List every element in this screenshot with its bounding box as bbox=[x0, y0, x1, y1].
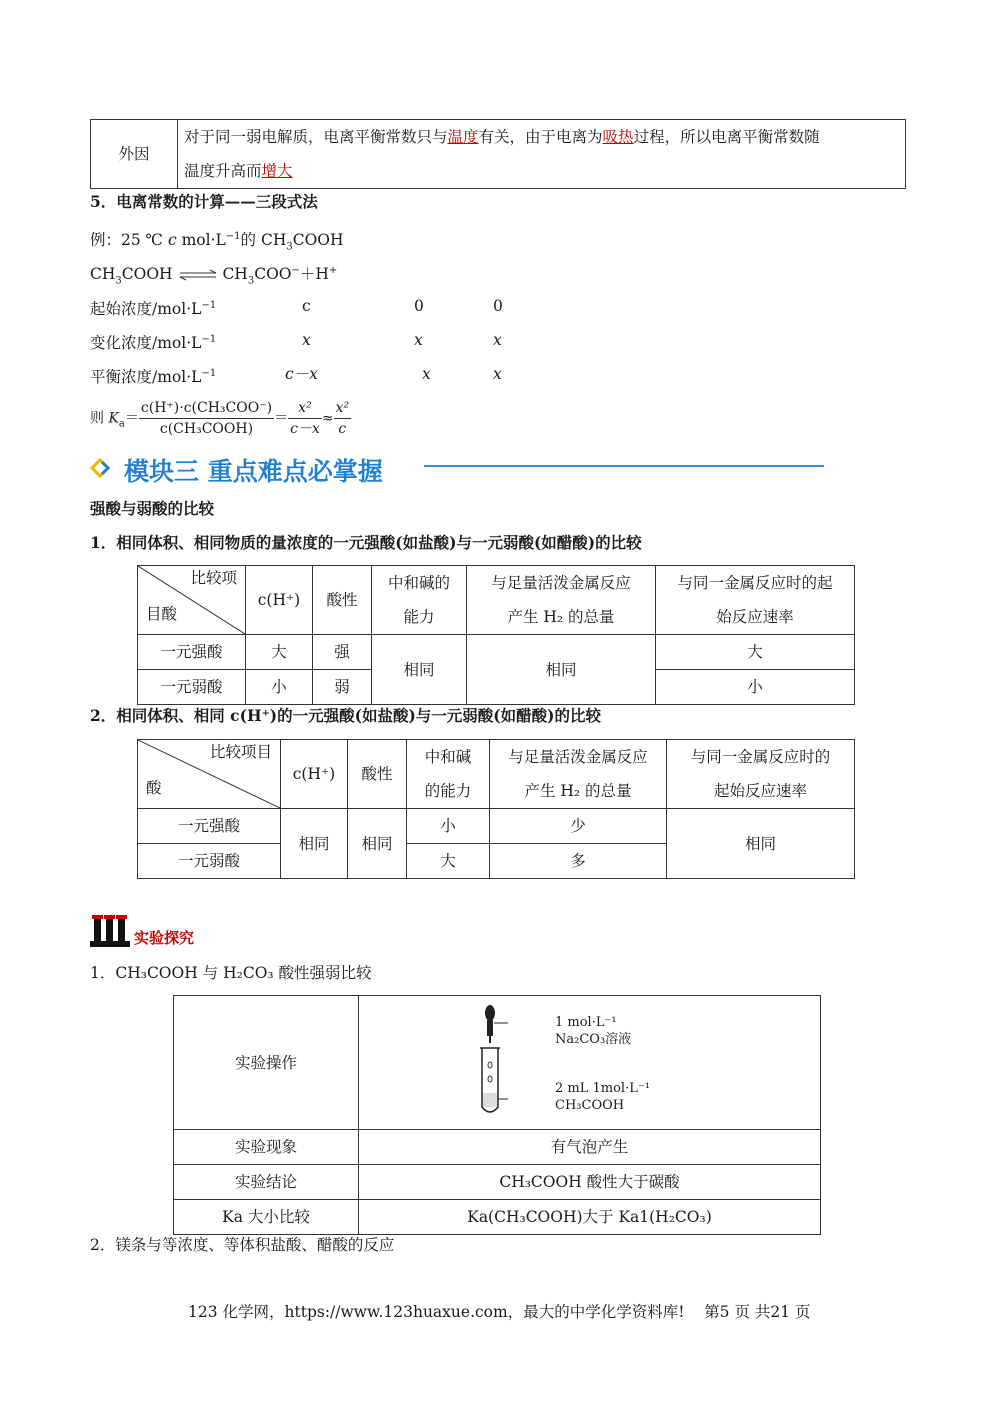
t1-row1-acid: 强 bbox=[313, 635, 372, 670]
factor-text-2: 有关，由于电离为 bbox=[478, 128, 603, 146]
t1-neut-same: 相同 bbox=[372, 635, 467, 705]
table1-title: 1．相同体积、相同物质的量浓度的一元强酸(如盐酸)与一元弱酸(如醋酸)的比较 bbox=[90, 533, 642, 552]
ka-k: K bbox=[108, 410, 119, 427]
t1-col-rate-2: 始反应速率 bbox=[716, 608, 794, 626]
operation-figure bbox=[359, 996, 821, 1130]
example-line: 例：25 ℃ c $mol\cdot L^{-1}$的 $CH_3COOH$ bbox=[90, 231, 344, 253]
t1-col-h2-1: 与足量活泼金属反应 bbox=[491, 574, 631, 592]
exp-item1-title: 1．CH₃COOH 与 H₂CO₃ 酸性强弱比较 bbox=[90, 964, 372, 982]
t2-acid-same: 相同 bbox=[348, 809, 407, 879]
t1-col-rate-1: 与同一金属反应时的起 bbox=[677, 574, 833, 592]
row-change-text: 变化浓度/mol·L bbox=[90, 334, 202, 353]
ka-frac-3 bbox=[334, 398, 352, 439]
factor-text-3: 过程，所以电离平衡常数随 bbox=[633, 128, 820, 146]
row-change-a: x bbox=[302, 331, 311, 349]
factor-label: 外因 bbox=[91, 120, 178, 189]
row-initial-text: 起始浓度/mol·L bbox=[90, 300, 202, 319]
tube-label-2: CH₃COOH bbox=[555, 1098, 625, 1113]
t2-row1-neut: 小 bbox=[407, 809, 490, 844]
t2-col-acid: 酸性 bbox=[348, 740, 407, 809]
t2-ch-same: 相同 bbox=[281, 809, 348, 879]
factor-text bbox=[178, 120, 906, 189]
row-phenomenon-label: 实验现象 bbox=[174, 1130, 359, 1165]
t1-row2-ch: 小 bbox=[246, 670, 313, 705]
ka-frac3-num: x² bbox=[334, 398, 352, 419]
eq-left: CH bbox=[90, 265, 116, 284]
footer-text: 123 化学网，https://www.123huaxue.com，最大的中学化学资料库! bbox=[188, 1303, 685, 1321]
ka-frac1-num: c(H⁺)·c(CH₃COO⁻) bbox=[139, 398, 274, 419]
t1-col-acid: 酸性 bbox=[313, 566, 372, 635]
dropper-label bbox=[555, 1014, 631, 1048]
row-equil-c: x bbox=[493, 365, 502, 383]
t1-row2-name: 一元弱酸 bbox=[138, 670, 246, 705]
comparison-table-1 bbox=[137, 565, 855, 705]
eq-right: CH bbox=[222, 265, 248, 284]
factor-red-increase: 增大 bbox=[261, 162, 293, 180]
table2-title: 2．相同体积、相同 c(H⁺)的一元强酸(如盐酸)与一元弱酸(如醋酸)的比较 bbox=[90, 706, 601, 725]
row-initial-b: 0 bbox=[414, 297, 424, 315]
module-divider bbox=[424, 465, 824, 467]
t2-col-rate bbox=[667, 740, 855, 809]
footer bbox=[188, 1300, 811, 1322]
ka-frac2-num: x² bbox=[288, 398, 322, 419]
factor-red-temp: 温度 bbox=[447, 128, 479, 146]
row-equil-b: x bbox=[422, 365, 431, 383]
row-equil-a: c－x bbox=[285, 365, 318, 383]
t1-col-ch: c(H⁺) bbox=[246, 566, 313, 635]
row-initial-a: c bbox=[302, 297, 311, 315]
comparison-table-2 bbox=[137, 739, 855, 879]
ka-prefix: 则 bbox=[90, 410, 104, 427]
row-ka-label: Ka 大小比较 bbox=[174, 1200, 359, 1235]
exp-item2-title: 2．镁条与等浓度、等体积盐酸、醋酸的反应 bbox=[90, 1236, 395, 1254]
row-change-label: 变化浓度$/mol\cdot L^{-1}$ bbox=[90, 334, 217, 353]
t2-col-h2 bbox=[490, 740, 667, 809]
row-conclusion-label: 实验结论 bbox=[174, 1165, 359, 1200]
t1-row1-name: 一元强酸 bbox=[138, 635, 246, 670]
t1-col-h2 bbox=[467, 566, 656, 635]
module-title: 模块三 重点难点必掌握 bbox=[124, 457, 383, 486]
factor-text-4: 温度升高而 bbox=[184, 162, 262, 180]
dropper-label-2: Na₂CO₃溶液 bbox=[555, 1032, 632, 1047]
t2-diag-top: 比较项目 bbox=[209, 743, 272, 761]
equation: $CH_3COOH$ $CH_3COO^-+H^+$ bbox=[90, 265, 338, 287]
tube-label bbox=[555, 1080, 650, 1114]
t2-col-neut bbox=[407, 740, 490, 809]
row-equil-label: 平衡浓度$/mol\cdot L^{-1}$ bbox=[90, 368, 217, 387]
compare-heading: 强酸与弱酸的比较 bbox=[90, 499, 215, 518]
row-initial-label: 起始浓度$/mol\cdot L^{-1}$ bbox=[90, 300, 217, 319]
t1-col-rate bbox=[656, 566, 855, 635]
factor-red-heat: 吸热 bbox=[602, 128, 634, 146]
t2-col-h2-2: 产生 H₂ 的总量 bbox=[524, 782, 632, 800]
factor-text-1: 对于同一弱电解质，电离平衡常数只与 bbox=[184, 128, 448, 146]
t2-row1-h2: 少 bbox=[490, 809, 667, 844]
t2-row2-h2: 多 bbox=[490, 844, 667, 879]
footer-page: 第5 页 共21 页 bbox=[704, 1303, 811, 1321]
t1-diag-top: 比较项 bbox=[190, 569, 237, 587]
eq-right-tail: COO bbox=[254, 265, 292, 284]
t1-col-neut-2: 能力 bbox=[403, 608, 435, 626]
t1-row2-rate: 小 bbox=[656, 670, 855, 705]
equilibrium-arrow-icon bbox=[178, 269, 218, 281]
experiment-badge: 实验探究 bbox=[134, 929, 195, 947]
dropper-label-1: 1 mol·L⁻¹ bbox=[555, 1015, 617, 1030]
example-tail: COOH bbox=[292, 231, 344, 250]
row-change-b: x bbox=[414, 331, 423, 349]
ka-frac-1 bbox=[139, 398, 274, 439]
eq-plus: ＋H bbox=[299, 265, 329, 284]
t2-col-neut-1: 中和碱 bbox=[424, 748, 472, 766]
factor-table bbox=[90, 119, 906, 189]
ka-frac3-den: c bbox=[338, 421, 347, 437]
example-prefix: 例：25 ℃ bbox=[90, 231, 163, 250]
row-operation-label: 实验操作 bbox=[174, 996, 359, 1130]
t1-diag-bottom: 目酸 bbox=[146, 605, 178, 623]
eq-left-tail: COOH bbox=[121, 265, 173, 284]
example-unit: mol·L bbox=[181, 231, 226, 250]
experiment-table bbox=[173, 995, 821, 1235]
section5-title: 5．电离常数的计算——三段式法 bbox=[90, 192, 318, 211]
example-of: 的 CH bbox=[240, 231, 287, 250]
ka-formula: 则 $K_a=$ $\frac{\text{c(H⁺)·c(CH₃COO⁻)}}{\text{c(CH₃COOH)}}$ ＝ $\frac{\text{x²}}{c-x}$ ≈ $\frac{\text{x²}}{c}$ bbox=[90, 400, 350, 437]
t2-col-rate-2: 起始反应速率 bbox=[713, 782, 807, 800]
t1-row1-rate: 大 bbox=[656, 635, 855, 670]
t1-row2-acid: 弱 bbox=[313, 670, 372, 705]
t2-col-h2-1: 与足量活泼金属反应 bbox=[508, 748, 648, 766]
t1-col-neut-1: 中和碱的 bbox=[387, 574, 450, 592]
t2-diag-bottom: 酸 bbox=[146, 779, 162, 797]
tube-label-1: 2 mL 1mol·L⁻¹ bbox=[555, 1081, 650, 1096]
ka-frac-2 bbox=[288, 398, 322, 439]
test-tube-rack-icon bbox=[90, 913, 130, 949]
row-initial-c: 0 bbox=[493, 297, 503, 315]
t1-diag-header bbox=[138, 566, 246, 635]
ka-frac1-den: c(CH₃COOH) bbox=[159, 421, 254, 437]
t2-row2-name: 一元弱酸 bbox=[138, 844, 281, 879]
t2-rate-same: 相同 bbox=[667, 809, 855, 879]
row-change-c: x bbox=[493, 331, 502, 349]
row-equil-text: 平衡浓度/mol·L bbox=[90, 368, 202, 387]
diamond-arrow-icon bbox=[90, 456, 118, 480]
ka-a: a bbox=[118, 418, 125, 430]
ka-frac2-den: c－x bbox=[290, 421, 320, 437]
row-conclusion-value: CH₃COOH 酸性大于碳酸 bbox=[359, 1165, 821, 1200]
example-c: c bbox=[167, 231, 177, 250]
t2-diag-header bbox=[138, 740, 281, 809]
t2-row2-neut: 大 bbox=[407, 844, 490, 879]
t1-row1-ch: 大 bbox=[246, 635, 313, 670]
row-ka-value: Ka(CH₃COOH)大于 Ka1(H₂CO₃) bbox=[359, 1200, 821, 1235]
t1-h2-same: 相同 bbox=[467, 635, 656, 705]
t2-col-ch: c(H⁺) bbox=[281, 740, 348, 809]
t1-col-neut bbox=[372, 566, 467, 635]
t2-col-neut-2: 的能力 bbox=[424, 782, 472, 800]
row-phenomenon-value: 有气泡产生 bbox=[359, 1130, 821, 1165]
t2-row1-name: 一元强酸 bbox=[138, 809, 281, 844]
t2-col-rate-1: 与同一金属反应时的 bbox=[690, 748, 831, 766]
t1-col-h2-2: 产生 H₂ 的总量 bbox=[507, 608, 615, 626]
